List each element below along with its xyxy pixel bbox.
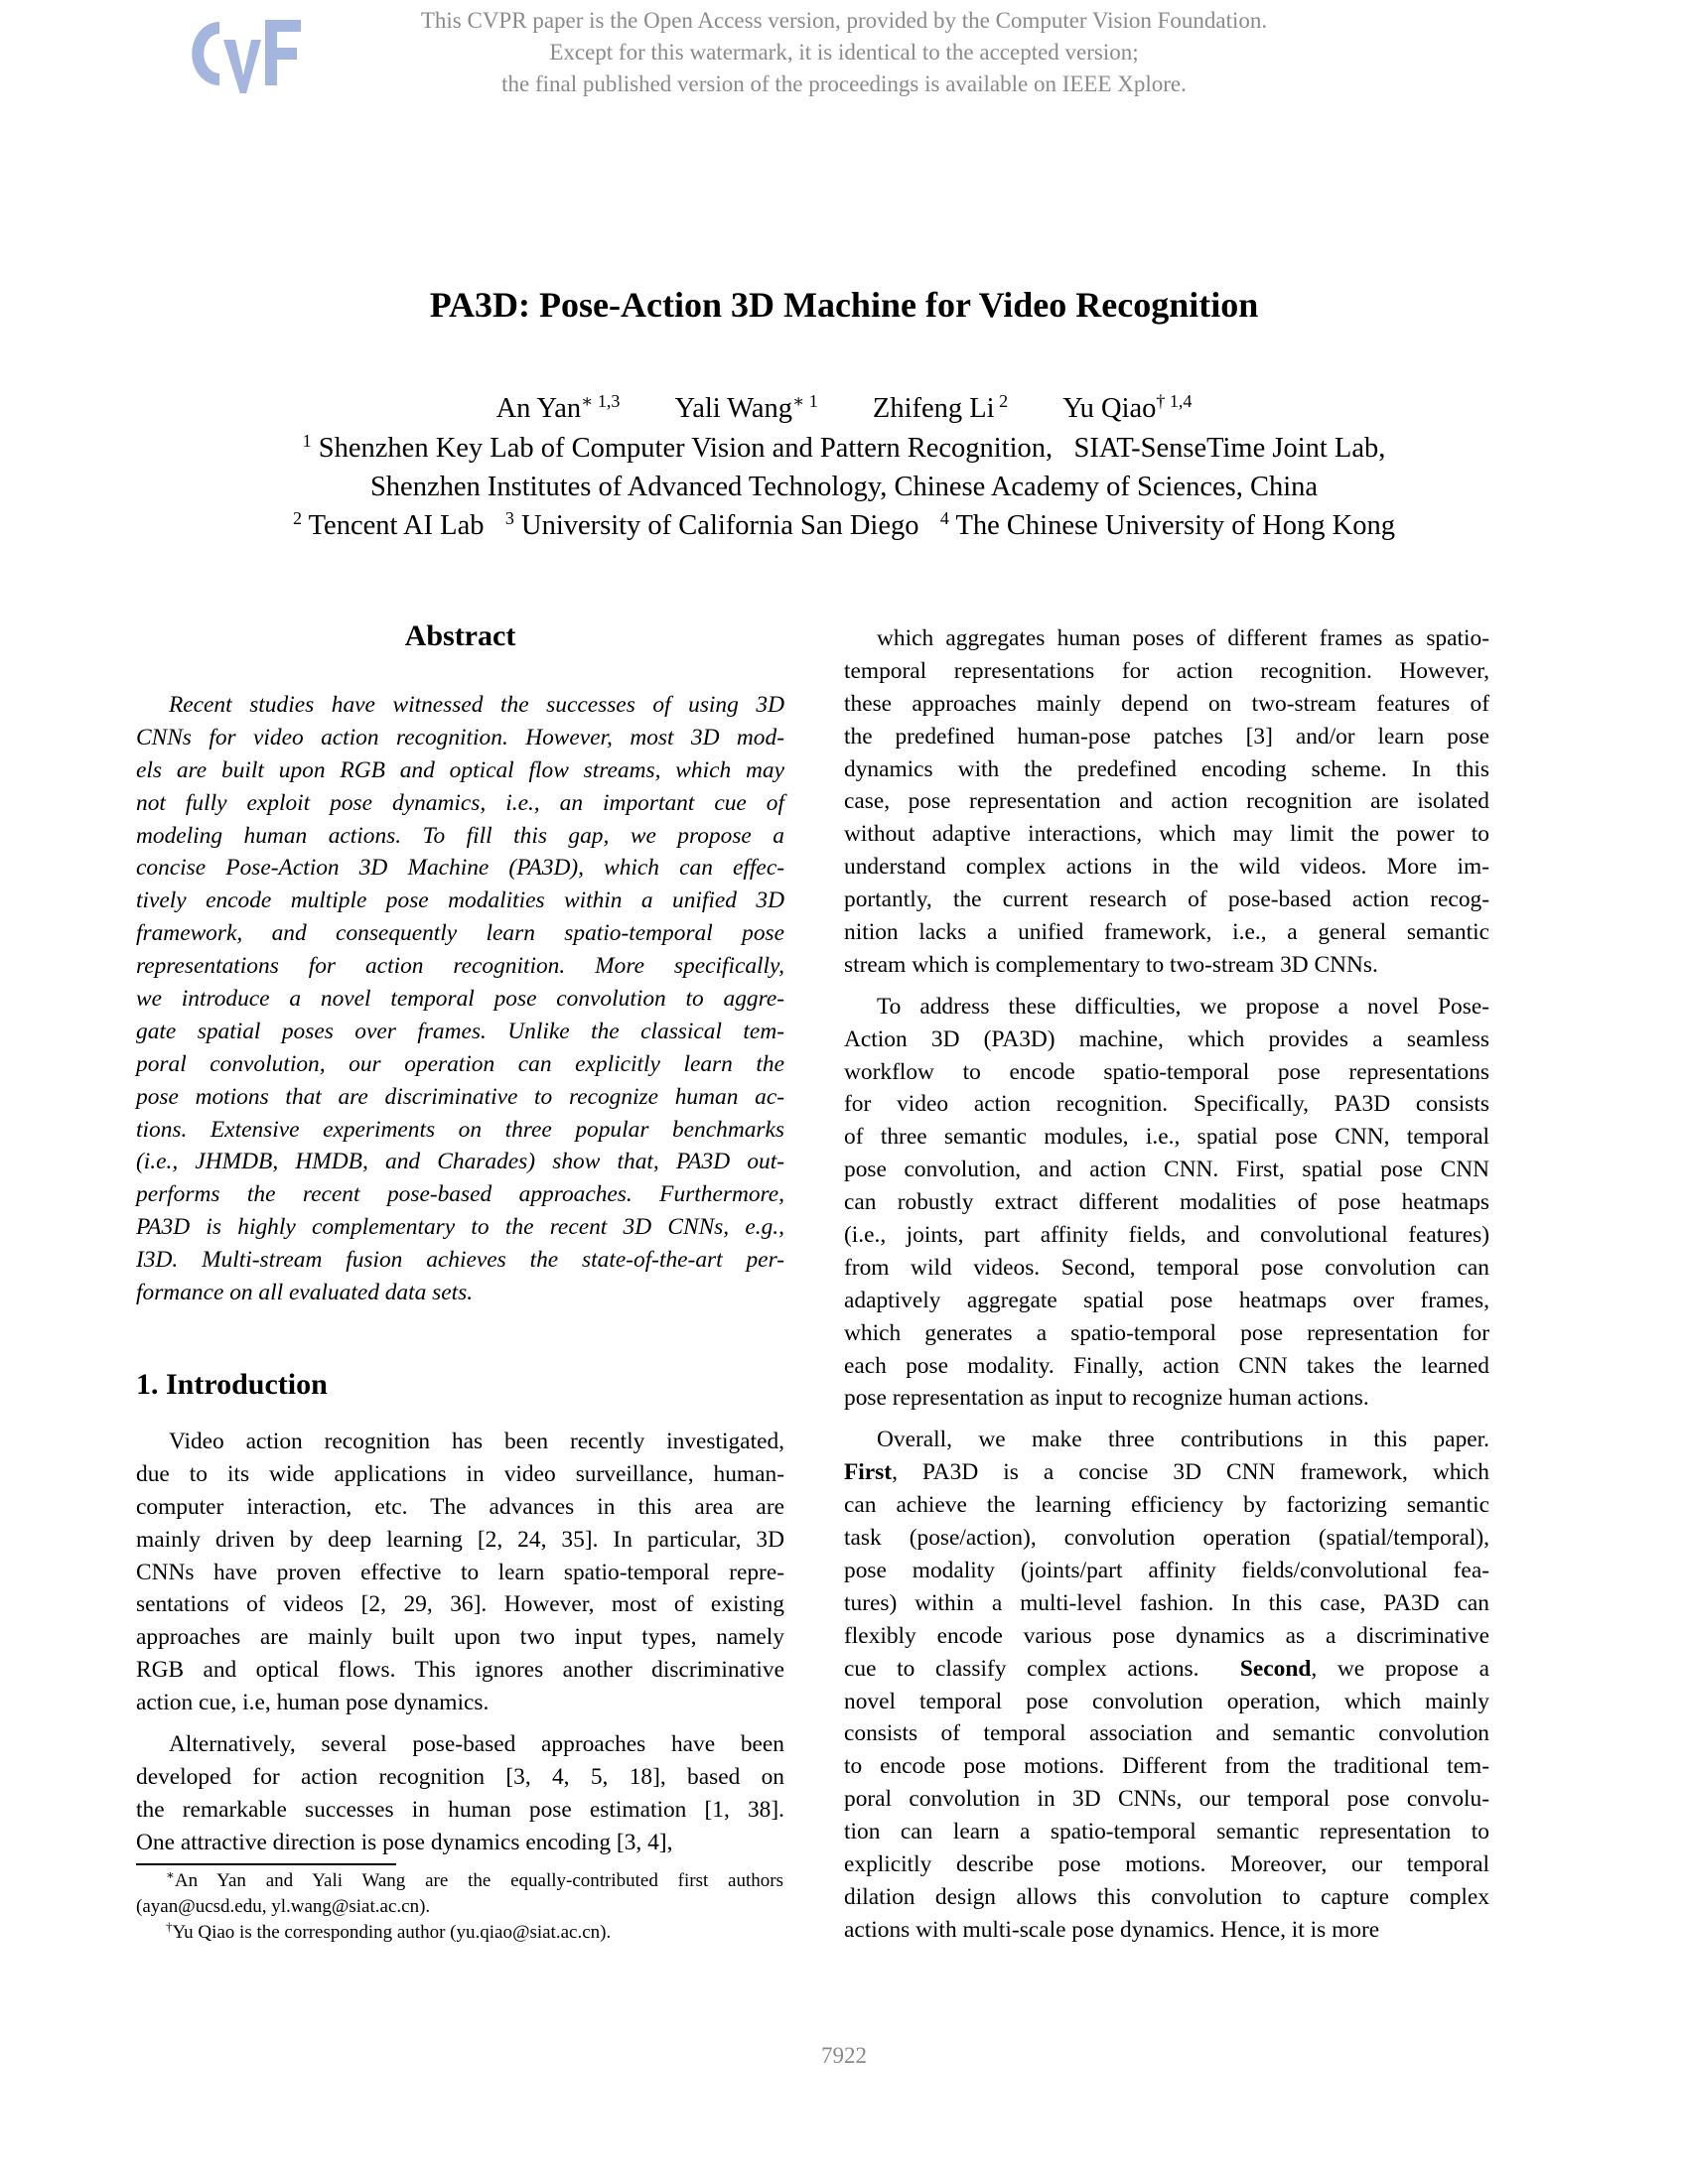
text-line: CNNs for video action recognition. However, most 3D mod- bbox=[136, 724, 784, 751]
text-line: can achieve the learning efficiency by factorizing semantic bbox=[844, 1492, 1489, 1519]
affil-text: University of California San Diego bbox=[513, 510, 919, 541]
text-line: pose motions that are discriminative to recognize human ac- bbox=[136, 1083, 784, 1110]
page-number: 7922 bbox=[821, 2043, 867, 2068]
text-line: which generates a spatio-temporal pose representation for bbox=[844, 1319, 1489, 1346]
text-line: formance on all evaluated data sets. bbox=[136, 1280, 474, 1306]
text-line: due to its wide applications in video surveillance, human- bbox=[136, 1460, 784, 1487]
author-name: An Yan bbox=[495, 393, 582, 424]
text-line: consists of temporal association and semantic convolution bbox=[844, 1720, 1489, 1747]
author-affil-mark: ∗ 1,3 bbox=[581, 391, 621, 411]
text-line: pose representation as input to recognize human actions. bbox=[844, 1385, 1369, 1412]
text-line: computer interaction, etc. The advances in this area are bbox=[136, 1493, 784, 1520]
watermark-line: Except for this watermark, it is identical to the accepted version; bbox=[549, 40, 1139, 65]
author bbox=[1062, 390, 1192, 428]
introduction-right-column bbox=[844, 622, 1489, 1947]
text-line: pose convolution, and action CNN. First, spatial pose CNN bbox=[844, 1157, 1489, 1183]
text-line: the remarkable successes in human pose estimation [1, 38]. bbox=[136, 1796, 784, 1823]
text-line: explicitly describe pose motions. Moreover, our temporal bbox=[844, 1850, 1489, 1877]
text-line: to encode pose motions. Different from the traditional tem- bbox=[844, 1753, 1489, 1780]
affil-number: 1 bbox=[302, 431, 312, 451]
text-line: novel temporal pose convolution operation, which mainly bbox=[844, 1688, 1489, 1714]
affiliation-line bbox=[0, 507, 1688, 545]
paragraph-gap bbox=[136, 1719, 784, 1728]
text-line: representations for action recognition. More specifically, bbox=[136, 953, 784, 980]
text-line: RGB and optical flows. This ignores another discriminative bbox=[136, 1657, 784, 1684]
author bbox=[873, 390, 1008, 428]
text-line: framework, and consequently learn spatio-temporal pose bbox=[136, 920, 784, 947]
text-line: tions. Extensive experiments on three popular benchmarks bbox=[136, 1116, 784, 1143]
text-line: Overall, we make three contributions in this paper. bbox=[877, 1427, 1489, 1453]
text-line: (i.e., joints, part affinity fields, and convolutional features) bbox=[844, 1222, 1489, 1249]
footnote bbox=[136, 1868, 783, 1946]
text-line: of three semantic modules, i.e., spatial pose CNN, temporal bbox=[844, 1124, 1489, 1151]
text-line bbox=[844, 1653, 1489, 1686]
text-line: from wild videos. Second, temporal pose convolution can bbox=[844, 1254, 1489, 1281]
abstract-heading: Abstract bbox=[404, 619, 516, 652]
author-affil-mark: ∗ 1 bbox=[792, 391, 818, 411]
text-line: I3D. Multi-stream fusion achieves the state-of-the-art per- bbox=[136, 1247, 784, 1274]
abstract-body bbox=[136, 689, 784, 1309]
text-line: task (pose/action), convolution operation (spatial/temporal), bbox=[844, 1525, 1489, 1552]
introduction-left-column bbox=[136, 1426, 784, 1859]
watermark-line: This CVPR paper is the Open Access version, provided by the Computer Vision Foundation. bbox=[420, 8, 1268, 33]
author-name: Yu Qiao bbox=[1062, 393, 1157, 424]
text-line: nition lacks a unified framework, i.e., a general semantic bbox=[844, 919, 1489, 946]
text-line: temporal representations for action recognition. However, bbox=[844, 657, 1489, 684]
text-line: stream which is complementary to two-stream 3D CNNs. bbox=[844, 951, 1378, 978]
text-line bbox=[844, 1456, 1489, 1489]
footnote-text: (ayan@ucsd.edu, yl.wang@siat.ac.cn). bbox=[136, 1896, 431, 1917]
author bbox=[496, 390, 621, 428]
introduction-heading: 1. Introduction bbox=[136, 1368, 328, 1401]
affiliation-line bbox=[0, 430, 1688, 468]
text-line: concise Pose-Action 3D Machine (PA3D), which can effec- bbox=[136, 855, 784, 882]
text-line: Action 3D (PA3D) machine, which provides a seamless bbox=[844, 1025, 1489, 1052]
text-line: can robustly extract different modalities of pose heatmaps bbox=[844, 1189, 1489, 1216]
text-line: CNNs have proven effective to learn spatio-temporal repre- bbox=[136, 1559, 784, 1585]
text-line: Recent studies have witnessed the successes of using 3D bbox=[169, 692, 784, 718]
text-line: els are built upon RGB and optical flow streams, which may bbox=[136, 756, 784, 783]
text-line: gate spatial poses over frames. Unlike the classical tem- bbox=[136, 1018, 784, 1044]
text-line: flexibly encode various pose dynamics as a discriminative bbox=[844, 1622, 1489, 1649]
text-line: adaptively aggregate spatial pose heatmaps over frames, bbox=[844, 1287, 1489, 1313]
text-line: tively encode multiple pose modalities within a unified 3D bbox=[136, 887, 784, 914]
text-line: Video action recognition has been recently investigated, bbox=[169, 1429, 784, 1454]
footnote-text: An Yan and Yali Wang are the equally-contributed first authors bbox=[174, 1870, 783, 1891]
bold-term: First bbox=[844, 1459, 893, 1486]
text-line: actions with multi-scale pose dynamics. Hence, it is more bbox=[844, 1916, 1380, 1943]
watermark-line: the final published version of the proceedings is available on IEEE Xplore. bbox=[501, 71, 1187, 96]
text-line: performs the recent pose-based approaches. Furthermore, bbox=[136, 1181, 784, 1208]
text-line: each pose modality. Finally, action CNN takes the learned bbox=[844, 1352, 1489, 1379]
text-line: the predefined human-pose patches [3] and/or learn pose bbox=[844, 723, 1489, 750]
text-line: tion can learn a spatio-temporal semantic representation to bbox=[844, 1819, 1489, 1845]
text-line: poral convolution in 3D CNNs, our temporal pose convolu- bbox=[844, 1786, 1489, 1813]
text-line: To address these difficulties, we propose a novel Pose- bbox=[877, 993, 1489, 1020]
text-line: tures) within a multi-level fashion. In this case, PA3D can bbox=[844, 1589, 1489, 1616]
text-line: dilation design allows this convolution to capture complex bbox=[844, 1883, 1489, 1910]
paper-title: PA3D: Pose-Action 3D Machine for Video Recognition bbox=[429, 285, 1259, 325]
footnote-mark: ∗ bbox=[166, 1867, 175, 1882]
paragraph-gap bbox=[844, 1415, 1489, 1424]
text-span: , PA3D is a concise 3D CNN framework, which bbox=[892, 1459, 1489, 1486]
text-line: case, pose representation and action recognition are isolated bbox=[844, 788, 1489, 815]
text-line: (i.e., JHMDB, HMDB, and Charades) show that, PA3D out- bbox=[136, 1149, 784, 1175]
text-line: mainly driven by deep learning [2, 24, 35]. In particular, 3D bbox=[136, 1526, 784, 1553]
affil-text: Shenzhen Key Lab of Computer Vision and Pattern Recognition, SIAT-SenseTime Joint Lab, bbox=[311, 433, 1386, 464]
text-line: understand complex actions in the wild videos. More im- bbox=[844, 854, 1489, 881]
author bbox=[674, 390, 817, 428]
text-line: Alternatively, several pose-based approaches have been bbox=[169, 1731, 784, 1758]
text-line: which aggregates human poses of different frames as spatio- bbox=[877, 625, 1489, 651]
affil-text: Tencent AI Lab bbox=[302, 510, 485, 541]
author-name: Zhifeng Li bbox=[872, 393, 995, 424]
text-line: action cue, i.e, human pose dynamics. bbox=[136, 1690, 490, 1716]
affil-number: 2 bbox=[293, 508, 303, 528]
text-line: One attractive direction is pose dynamics encoding [3, 4], bbox=[136, 1829, 673, 1855]
text-line: sentations of videos [2, 29, 36]. However, most of existing bbox=[136, 1591, 784, 1618]
text-line: PA3D is highly complementary to the recent 3D CNNs, e.g., bbox=[136, 1214, 784, 1241]
text-line: workflow to encode spatio-temporal pose representations bbox=[844, 1058, 1489, 1085]
text-span: cue to classify complex actions. bbox=[844, 1655, 1240, 1682]
text-line: without adaptive interactions, which may limit the power to bbox=[844, 821, 1489, 848]
bold-term: Second bbox=[1239, 1655, 1312, 1682]
affil-text: The Chinese University of Hong Kong bbox=[948, 510, 1395, 541]
text-line: for video action recognition. Specifically, PA3D consists bbox=[844, 1091, 1489, 1118]
text-line: pose modality (joints/part affinity fields/convolutional fea- bbox=[844, 1557, 1489, 1583]
footnote-rule bbox=[136, 1863, 396, 1865]
author-affil-mark: 2 bbox=[994, 391, 1009, 411]
text-line: modeling human actions. To fill this gap, we propose a bbox=[136, 822, 784, 849]
text-line: portantly, the current research of pose-based action recog- bbox=[844, 887, 1489, 913]
text-line: we introduce a novel temporal pose convolution to aggre- bbox=[136, 986, 784, 1013]
footnote-text: Yu Qiao is the corresponding author (yu.qiao@siat.ac.cn). bbox=[172, 1922, 612, 1943]
text-span: , we propose a bbox=[1311, 1655, 1489, 1682]
author-affil-mark: † 1,4 bbox=[1156, 391, 1193, 411]
affiliation-line: Shenzhen Institutes of Advanced Technology, Chinese Academy of Sciences, China bbox=[369, 472, 1319, 502]
text-line: approaches are mainly built upon two input types, namely bbox=[136, 1624, 784, 1651]
author-name: Yali Wang bbox=[674, 393, 793, 424]
text-line: developed for action recognition [3, 4, 5, 18], based on bbox=[136, 1763, 784, 1790]
text-line: these approaches mainly depend on two-stream features of bbox=[844, 690, 1489, 717]
text-line: not fully exploit pose dynamics, i.e., an important cue of bbox=[136, 789, 784, 816]
paragraph-gap bbox=[844, 982, 1489, 991]
affil-number: 4 bbox=[939, 508, 949, 528]
footnote-mark: † bbox=[166, 1919, 173, 1934]
text-line: poral convolution, our operation can explicitly learn the bbox=[136, 1050, 784, 1077]
text-line: dynamics with the predefined encoding scheme. In this bbox=[844, 755, 1489, 782]
affil-number: 3 bbox=[504, 508, 514, 528]
author-list bbox=[0, 390, 1688, 428]
